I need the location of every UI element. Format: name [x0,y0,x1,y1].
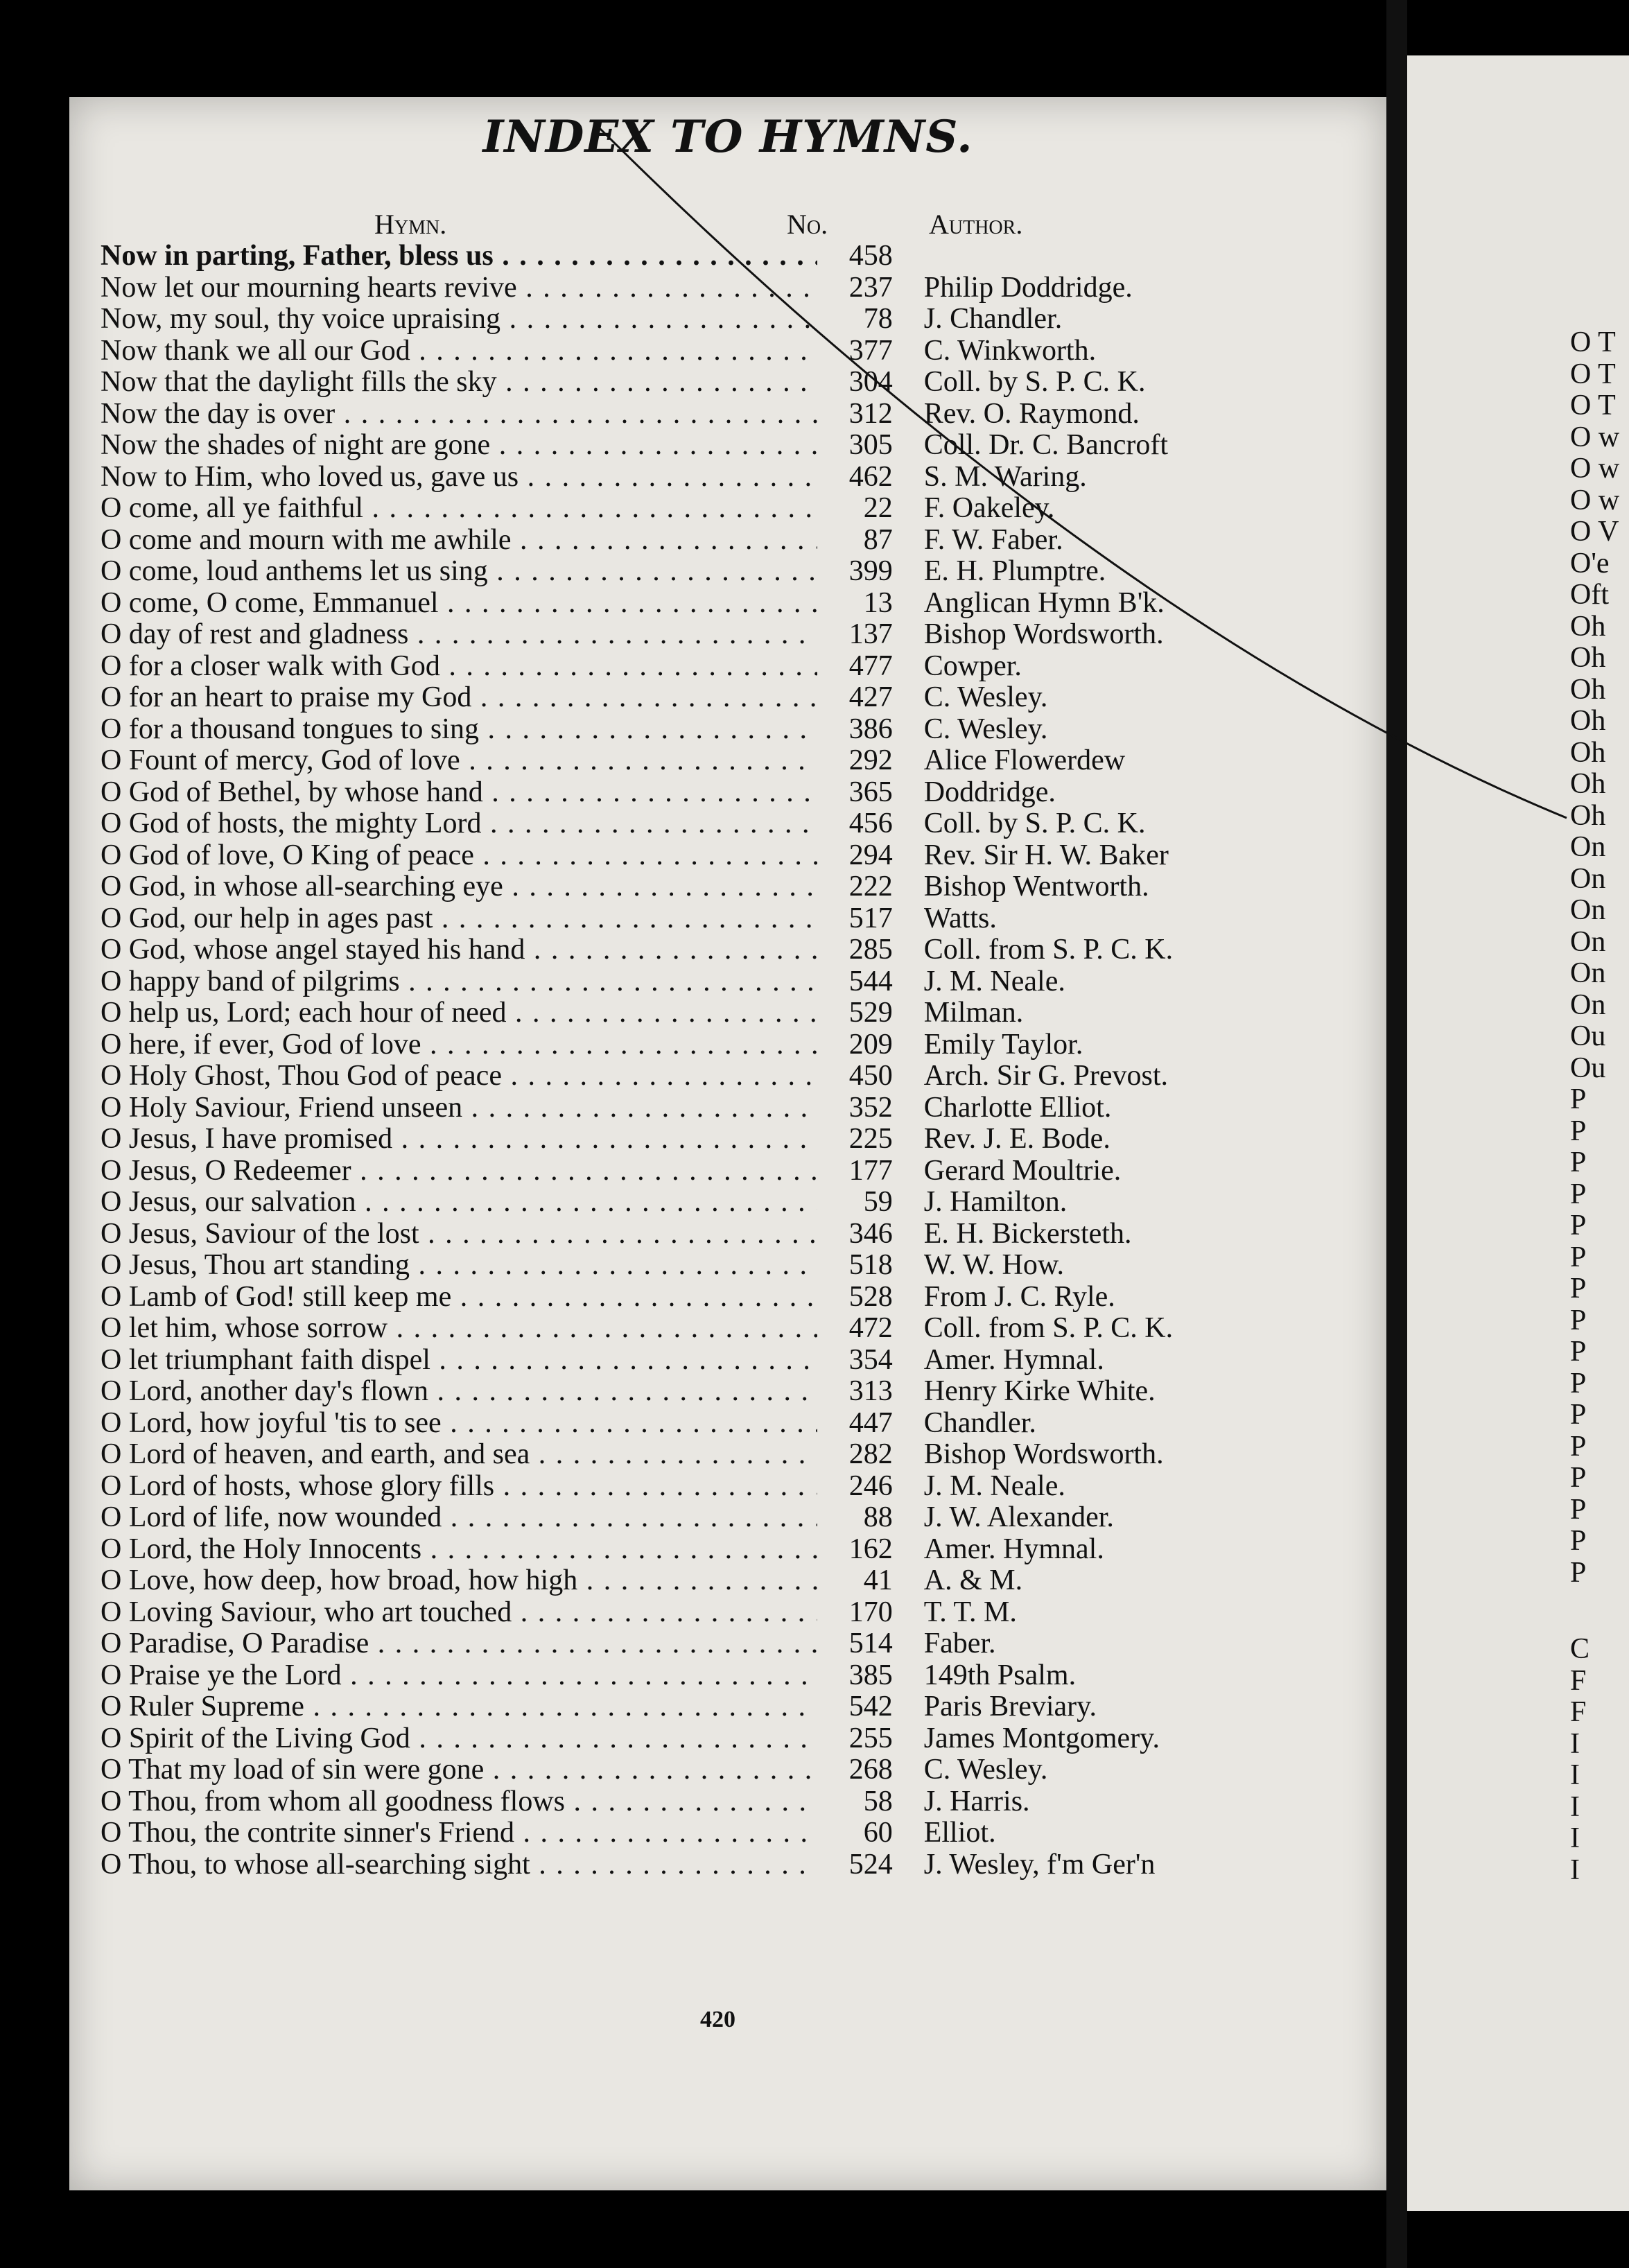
index-row [101,1059,1279,1091]
facing-page-fragment: F [1570,1696,1587,1728]
hymn-title: O That my load of sin were gone . . . [101,1753,817,1786]
hymn-author: Arch. Sir G. Prevost. [923,1060,1169,1092]
hymn-number: 137 [848,618,893,650]
index-row [101,1753,1279,1785]
facing-page-fragment: O T [1570,326,1616,358]
hymn-title: O for a thousand tongues to sing . . . [101,713,817,746]
facing-page-fragment: O T [1570,390,1616,421]
facing-page-fragment: Oh [1570,610,1606,643]
index-row [101,523,1279,555]
facing-page-fragment: O w [1570,421,1620,453]
hymn-number: 285 [848,934,893,966]
hymn-number: 87 [863,523,893,556]
facing-page-fragment: On [1570,831,1606,863]
index-row [101,239,1279,271]
hymn-author: Elliot. [923,1817,996,1849]
hymn-title: Now the day is over . . . [101,397,817,430]
hymn-author: J. Hamilton. [923,1186,1068,1218]
hymn-title: O day of rest and gladness . . . [101,618,817,651]
facing-page-fragment: Oft [1570,579,1609,611]
hymn-author: F. Oakeley. [923,492,1055,524]
hymn-title: O Jesus, I have promised . . . [101,1122,817,1155]
hymn-author: Philip Doddridge. [923,271,1133,304]
hymn-number: 529 [848,997,893,1029]
index-row [101,1375,1279,1406]
index-row [101,996,1279,1028]
hymn-number: 177 [848,1154,893,1187]
index-row [101,1406,1279,1438]
hymn-title: Now thank we all our God . . . [101,334,817,367]
hymn-number: 462 [848,460,893,493]
hymn-author: Rev. J. E. Bode. [923,1123,1110,1155]
index-row [101,460,1279,492]
hymn-author: Chandler. [923,1406,1036,1439]
hymn-number: 162 [848,1533,893,1565]
index-row [101,1816,1279,1848]
hymn-title: O Lord, how joyful 'tis to see . . . [101,1406,817,1440]
index-row [101,649,1279,681]
hymn-author: S. M. Waring. [923,460,1087,493]
hymn-author: Charlotte Elliot. [923,1091,1112,1124]
facing-page-fragment: C [1570,1633,1590,1665]
hymn-title: Now, my soul, thy voice upraising . . . [101,302,817,335]
hymn-title: O Lord of hosts, whose glory fills . . . [101,1469,817,1503]
hymn-number: 456 [848,808,893,839]
facing-page-fragment: P [1570,1525,1587,1557]
index-row [101,1154,1279,1186]
hymn-number: 237 [848,271,893,304]
hymn-number: 294 [848,839,893,871]
hymn-title: O Lord, the Holy Innocents . . . [101,1533,817,1566]
facing-page-fragment: Oh [1570,673,1606,706]
hymn-author: C. Winkworth. [923,334,1097,367]
hymn-number: 78 [863,303,893,335]
facing-page-fragment: O w [1570,453,1620,485]
hymn-author: Coll. by S. P. C. K. [923,366,1146,398]
index-row [101,555,1279,586]
facing-page-fragment: P [1570,1493,1587,1526]
hymn-number: 427 [848,681,893,713]
header-author: Author. [929,209,1023,240]
hymn-title: O Thou, the contrite sinner's Friend . . . [101,1816,817,1849]
hymn-author: Paris Breviary. [923,1691,1097,1722]
hymn-author: E. H. Plumptre. [923,555,1106,587]
index-row [101,1722,1279,1754]
hymn-number: 514 [848,1628,893,1659]
index-row [101,302,1279,334]
hymn-number: 170 [848,1596,893,1628]
hymn-author: From J. C. Ryle. [923,1280,1115,1313]
facing-page-fragment: Oh [1570,705,1606,737]
index-row [101,1627,1279,1659]
index-row [101,397,1279,429]
hymn-title: O happy band of pilgrims . . . [101,965,817,998]
facing-page-fragment: I [1570,1853,1580,1886]
facing-page-fragment: P [1570,1336,1587,1368]
hymn-number: 313 [848,1375,893,1407]
index-row [101,365,1279,397]
hymn-author: Coll. from S. P. C. K. [923,934,1174,966]
hymn-author: E. H. Bickersteth. [923,1217,1132,1250]
hymn-title: O Ruler Supreme . . . [101,1690,817,1723]
hymn-author: Coll. by S. P. C. K. [923,808,1146,839]
index-row [101,1343,1279,1375]
facing-page-fragment: On [1570,957,1606,989]
hymn-author: Doddridge. [923,776,1056,808]
hymn-author: J. M. Neale. [923,965,1065,997]
hymn-title: O God, in whose all-searching eye . . . [101,870,817,903]
hymn-author: Henry Kirke White. [923,1375,1156,1407]
hymn-title: O Jesus, our salvation . . . [101,1185,817,1219]
hymn-author: Bishop Wordsworth. [923,618,1164,650]
hymn-title: O Holy Ghost, Thou God of peace . . . [101,1059,817,1092]
hymn-number: 542 [848,1691,893,1722]
hymn-number: 352 [848,1091,893,1124]
hymn-title: O come, loud anthems let us sing . . . [101,555,817,588]
hymn-title: O come and mourn with me awhile . . . [101,523,817,557]
index-row [101,1248,1279,1280]
hymn-title: O for an heart to praise my God . . . [101,681,817,714]
hymn-title: O Lord of heaven, and earth, and sea . . . [101,1438,817,1471]
hymn-title: O let him, whose sorrow . . . [101,1311,817,1345]
facing-page-text [1407,0,1629,2268]
hymn-number: 268 [848,1754,893,1786]
hymn-title: O God of Bethel, by whose hand . . . [101,776,817,809]
header-hymn: Hymn. [374,209,447,240]
hymn-number: 304 [848,366,893,398]
hymn-number: 385 [848,1659,893,1691]
facing-page-fragment: P [1570,1210,1587,1241]
hymn-number: 477 [848,649,893,682]
hymn-number: 88 [863,1501,893,1533]
hymn-author: James Montgomery. [923,1722,1160,1754]
facing-page-fragment: P [1570,1304,1587,1336]
index-row [101,713,1279,744]
hymn-number: 386 [848,713,893,745]
facing-page-fragment: P [1570,1083,1587,1115]
hymn-title: O Paradise, O Paradise . . . [101,1627,817,1660]
facing-page-fragment: O V [1570,516,1619,548]
facing-page-fragment: Ou [1570,1052,1606,1084]
page-title: INDEX TO HYMNS. [482,111,973,163]
index-row [101,1690,1279,1722]
hymn-number: 472 [848,1312,893,1344]
hymn-title: O God, our help in ages past . . . [101,902,817,935]
facing-page-fragment: P [1570,1115,1587,1147]
hymn-number: 292 [848,744,893,776]
index-row [101,933,1279,965]
facing-page-fragment: P [1570,1462,1587,1494]
index-row [101,1596,1279,1628]
hymn-title: O Jesus, O Redeemer . . . [101,1154,817,1187]
hymn-title: O come, all ye faithful . . . [101,491,817,525]
facing-page-fragment: O T [1570,358,1616,390]
hymn-number: 518 [848,1249,893,1281]
index-row [101,1533,1279,1564]
facing-page-fragment: O'e [1570,547,1610,579]
hymn-number: 58 [863,1785,893,1817]
hymn-author: T. T. M. [923,1596,1017,1628]
hymn-title: O come, O come, Emmanuel . . . [101,586,817,620]
hymn-author: 149th Psalm. [923,1659,1077,1691]
index-row [101,1122,1279,1154]
hymn-number: 305 [848,429,893,461]
facing-page-fragment: Oh [1570,768,1606,800]
facing-page-fragment: P [1570,1178,1587,1210]
hymn-number: 282 [848,1438,893,1470]
hymn-author: Amer. Hymnal. [923,1343,1104,1376]
facing-page-fragment: P [1570,1146,1587,1178]
index-row [101,965,1279,997]
index-row [101,681,1279,713]
index-row [101,1848,1279,1880]
hymn-number: 399 [848,555,893,587]
index-row [101,1659,1279,1691]
facing-page-fragment: Oh [1570,642,1606,674]
hymn-title: O Fount of mercy, God of love . . . [101,744,817,777]
hymn-author: C. Wesley. [923,713,1048,745]
facing-page-fragment: P [1570,1430,1587,1463]
index-row [101,618,1279,649]
facing-page-fragment: I [1570,1790,1580,1823]
facing-page-fragment: Oh [1570,799,1606,832]
hymn-number: 13 [863,586,893,619]
hymn-number: 225 [848,1123,893,1155]
index-row [101,1280,1279,1312]
hymn-title: O here, if ever, God of love . . . [101,1028,817,1061]
hymn-number: 60 [863,1817,893,1849]
facing-page-fragment: P [1570,1367,1587,1399]
hymn-number: 312 [848,397,893,430]
hymn-number: 246 [848,1469,893,1502]
hymn-title: Now that the daylight fills the sky . . . [101,365,817,399]
hymn-author: J. Chandler. [923,303,1063,335]
hymn-author: Bishop Wentworth. [923,871,1149,902]
index-row [101,870,1279,902]
index-row [101,807,1279,839]
hymn-title: O Thou, from whom all goodness flows . . . [101,1785,817,1818]
hymn-author: F. W. Faber. [923,523,1063,556]
facing-page-fragment: On [1570,862,1606,895]
index-row [101,586,1279,618]
index-row [101,1438,1279,1469]
hymn-title: Now to Him, who loved us, gave us . . . [101,460,817,494]
hymn-title: O God of love, O King of peace . . . [101,839,817,872]
index-row [101,1469,1279,1501]
hymn-number: 450 [848,1060,893,1092]
index-row [101,491,1279,523]
hymn-number: 222 [848,871,893,902]
hymn-title: O Lord of life, now wounded . . . [101,1501,817,1534]
hymn-title: O Loving Saviour, who art touched . . . [101,1596,817,1629]
index-row [101,1217,1279,1249]
hymn-title: O Lamb of God! still keep me . . . [101,1280,817,1314]
hymn-author: Watts. [923,902,997,934]
hymn-title: O Praise ye the Lord . . . [101,1659,817,1692]
facing-page-fragment: On [1570,988,1606,1021]
hymn-title: O help us, Lord; each hour of need . . . [101,996,817,1029]
hymn-title: Now let our mourning hearts revive . . . [101,271,817,304]
facing-page-fragment: On [1570,925,1606,958]
index-row [101,902,1279,934]
hymn-number: 209 [848,1028,893,1061]
gutter [1386,0,1407,2268]
index-row [101,839,1279,871]
index-row [101,1501,1279,1533]
hymn-index-list [101,239,1279,1879]
hymn-author: Coll. from S. P. C. K. [923,1312,1174,1344]
hymn-number: 365 [848,776,893,808]
index-row [101,1311,1279,1343]
hymn-number: 544 [848,965,893,997]
hymn-author: Gerard Moultrie. [923,1154,1122,1187]
facing-page-fragment: P [1570,1399,1587,1431]
index-row [101,334,1279,366]
hymn-number: 528 [848,1280,893,1313]
hymn-number: 517 [848,902,893,934]
hymn-author: Cowper. [923,649,1022,682]
index-row [101,776,1279,808]
hymn-author: C. Wesley. [923,1754,1048,1786]
hymn-number: 458 [848,240,893,272]
hymn-author: Anglican Hymn B'k. [923,586,1165,619]
facing-page-fragment: I [1570,1822,1580,1854]
hymn-author: Alice Flowerdew [923,744,1126,776]
hymn-title: O let triumphant faith dispel . . . [101,1343,817,1377]
hymn-title: Now in parting, Father, bless us . . . [101,239,817,272]
facing-page-fragment: P [1570,1241,1587,1273]
hymn-title: O Jesus, Thou art standing . . . [101,1248,817,1282]
index-row [101,1091,1279,1123]
facing-page-fragment: On [1570,894,1606,926]
hymn-number: 41 [863,1564,893,1596]
page-number: 420 [700,2007,735,2032]
hymn-title: Now the shades of night are gone . . . [101,428,817,462]
hymn-number: 524 [848,1848,893,1881]
facing-page-fragment: F [1570,1664,1587,1697]
hymn-author: Emily Taylor. [923,1028,1083,1061]
hymn-author: Rev. O. Raymond. [923,397,1140,430]
hymn-author: C. Wesley. [923,681,1048,713]
hymn-author: J. Harris. [923,1785,1030,1817]
index-row [101,1564,1279,1596]
hymn-author: Milman. [923,997,1024,1029]
hymn-author: Faber. [923,1628,996,1659]
hymn-number: 22 [863,492,893,524]
index-row [101,1028,1279,1060]
hymn-title: O Spirit of the Living God . . . [101,1722,817,1755]
index-row [101,271,1279,303]
hymn-title: O Lord, another day's flown . . . [101,1375,817,1408]
index-row [101,744,1279,776]
hymn-author: Bishop Wordsworth. [923,1438,1164,1470]
hymn-number: 354 [848,1343,893,1376]
hymn-title: O God, whose angel stayed his hand . . . [101,933,817,966]
header-number: No. [787,209,828,240]
hymn-title: O Jesus, Saviour of the lost . . . [101,1217,817,1250]
hymn-title: O for a closer walk with God . . . [101,649,817,683]
hymn-title: O Love, how deep, how broad, how high . . . [101,1564,817,1597]
facing-page-fragment: P [1570,1556,1587,1589]
hymn-author: J. W. Alexander. [923,1501,1114,1533]
hymn-number: 377 [848,334,893,367]
hymn-author: J. M. Neale. [923,1469,1065,1502]
facing-page-fragment: I [1570,1759,1580,1791]
facing-page-fragment: P [1570,1273,1587,1305]
index-row [101,1785,1279,1817]
hymn-number: 447 [848,1406,893,1439]
hymn-author: A. & M. [923,1564,1023,1596]
facing-page-fragment: Oh [1570,736,1606,769]
hymn-title: O God of hosts, the mighty Lord . . . [101,807,817,840]
hymn-author: Coll. Dr. C. Bancroft [923,429,1169,461]
hymn-number: 346 [848,1217,893,1250]
facing-page-fragment: O w [1570,484,1620,516]
hymn-author: Rev. Sir H. W. Baker [923,839,1169,871]
index-row [101,1185,1279,1217]
hymn-number: 59 [863,1186,893,1218]
facing-page-fragment: Ou [1570,1020,1606,1052]
hymn-author: Amer. Hymnal. [923,1533,1104,1565]
hymn-author: W. W. How. [923,1249,1064,1281]
hymn-title: O Thou, to whose all-searching sight . . . [101,1848,817,1881]
hymn-title: O Holy Saviour, Friend unseen . . . [101,1091,817,1124]
hymn-number: 255 [848,1722,893,1754]
facing-page-fragment: I [1570,1727,1580,1760]
index-row [101,428,1279,460]
hymn-author: J. Wesley, f'm Ger'n [923,1848,1156,1881]
